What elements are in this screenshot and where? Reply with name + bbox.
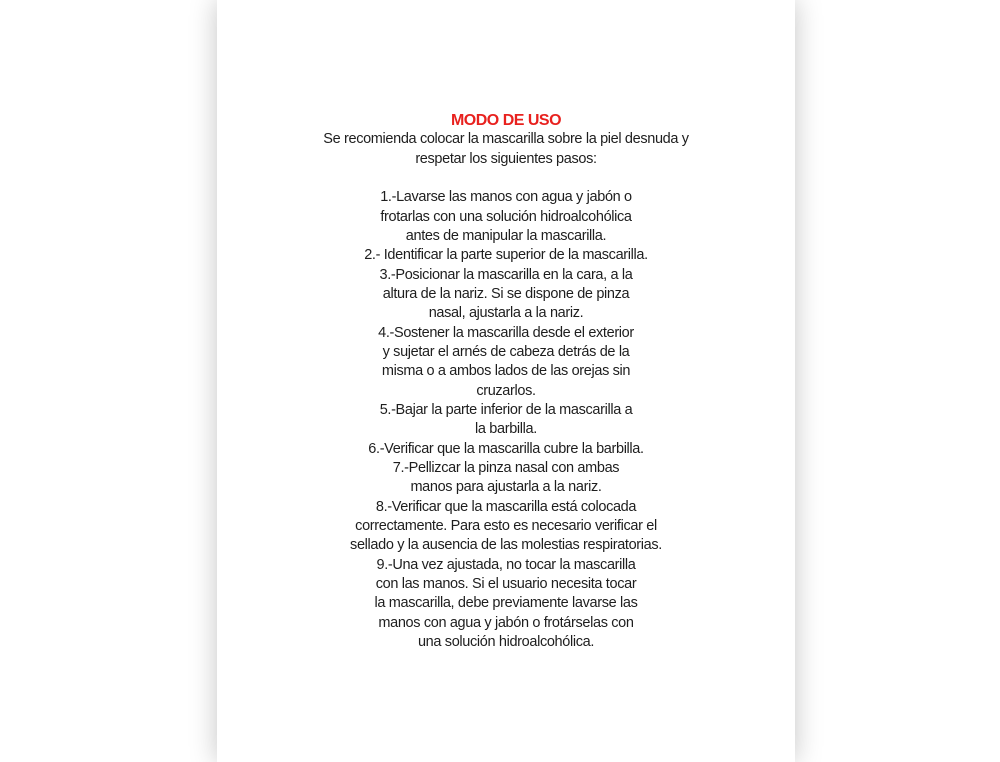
document-intro — [217, 130, 795, 169]
text-line: con las manos. Si el usuario necesita tocar — [375, 575, 637, 592]
text-line: cruzarlos. — [476, 382, 536, 399]
text-line: nasal, ajustarla a la nariz. — [428, 305, 584, 322]
text-line: 7.-Pellizcar la pinza nasal con ambas — [392, 459, 620, 476]
text-line: la mascarilla, debe previamente lavarse las — [374, 595, 638, 612]
text-line: misma o a ambos lados de las orejas sin — [381, 363, 631, 380]
document-content — [217, 0, 795, 652]
text-line: manos con agua y jabón o frotárselas con — [378, 614, 634, 631]
text-line: y sujetar el arnés de cabeza detrás de la — [382, 343, 630, 360]
text-line: 9.-Una vez ajustada, no tocar la mascarilla — [376, 556, 636, 573]
document-page — [217, 0, 795, 762]
text-line: frotarlas con una solución hidroalcohólica — [380, 208, 632, 225]
text-line: 2.- Identificar la parte superior de la mascarilla. — [364, 247, 648, 264]
text-line: 5.-Bajar la parte inferior de la mascarilla a — [379, 401, 633, 418]
document-title: MODO DE USO — [450, 112, 562, 129]
text-line: 3.-Posicionar la mascarilla en la cara, a la — [379, 266, 633, 283]
text-line: respetar los siguientes pasos: — [415, 150, 597, 167]
text-line: sellado y la ausencia de las molestias respiratorias. — [350, 537, 662, 554]
text-line: altura de la nariz. Si se dispone de pinza — [382, 285, 630, 302]
text-line: Se recomienda colocar la mascarilla sobre la piel desnuda y — [323, 131, 689, 148]
text-line: manos para ajustarla a la nariz. — [410, 479, 602, 496]
text-line: correctamente. Para esto es necesario verificar el — [355, 517, 657, 534]
text-line: 8.-Verificar que la mascarilla está colocada — [375, 498, 637, 515]
text-line: la barbilla. — [475, 421, 537, 438]
text-line: una solución hidroalcohólica. — [417, 633, 595, 650]
document-steps — [217, 188, 795, 652]
text-line: 6.-Verificar que la mascarilla cubre la barbilla. — [368, 440, 644, 457]
text-line: 4.-Sostener la mascarilla desde el exterior — [378, 324, 634, 341]
text-line: antes de manipular la mascarilla. — [405, 227, 607, 244]
text-line: 1.-Lavarse las manos con agua y jabón o — [380, 189, 632, 206]
